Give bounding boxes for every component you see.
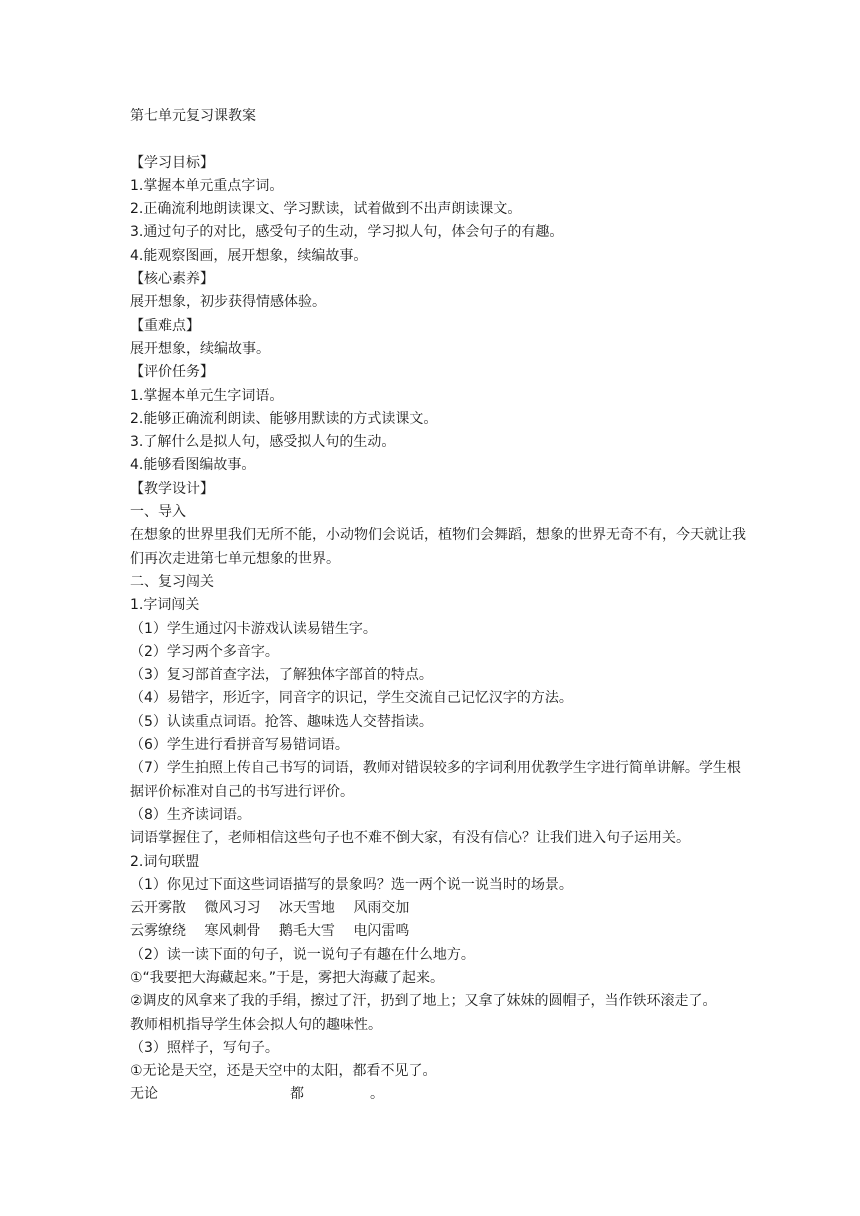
document-title: 第七单元复习课教案 (130, 108, 256, 124)
section-title: 一、导入 (130, 504, 186, 521)
question-item: （2）读一读下面的句子，说一说句子有趣在什么地方。 (130, 946, 475, 963)
objective-item: 1.掌握本单元重点字词。 (130, 177, 284, 194)
step-item: （2）学习两个多音字。 (130, 643, 279, 660)
design-heading: 【教学设计】 (130, 480, 214, 497)
step-item: （6）学生进行看拼音写易错词语。 (130, 737, 349, 754)
objective-item: 3.通过句子的对比，感受句子的生动，学习拟人句，体会句子的有趣。 (130, 224, 564, 241)
question-item: （3）照样子，写句子。 (130, 1039, 279, 1056)
eval-item: 2.能够正确流利朗读、能够用默读的方式读课文。 (130, 410, 438, 427)
step-item: （1）学生通过闪卡游戏认读易错生字。 (130, 620, 377, 637)
fill-word: 无论 (130, 1086, 158, 1103)
eval-item: 1.掌握本单元生字词语。 (130, 387, 284, 404)
eval-heading: 【评价任务】 (130, 364, 214, 381)
teacher-note: 教师相机指导学生体会拟人句的趣味性。 (130, 1016, 382, 1033)
section-title: 二、复习闯关 (130, 573, 214, 590)
core-heading: 【核心素养】 (130, 271, 214, 288)
lesson-plan-document (130, 105, 750, 1107)
step-item: （8）生齐读词语。 (130, 806, 251, 823)
example-sentence: ②调皮的风拿来了我的手绢，擦过了汗，扔到了地上；又拿了妹妹的圆帽子，当作铁环滚走了。 (130, 993, 717, 1010)
part-title: 2.词句联盟 (130, 853, 200, 870)
step-item: （4）易错字，形近字，同音字的识记，学生交流自己记忆汉字的方法。 (130, 690, 573, 707)
fill-in-blank-row (130, 1083, 750, 1106)
section-paragraph: 在想象的世界里我们无所不能，小动物们会说话，植物们会舞蹈，想象的世界无奇不有，今天就让我们再次走进第七单元想象的世界。 (130, 527, 746, 567)
step-item: （5）认读重点词语。抢答、趣味选人交替指读。 (130, 713, 433, 730)
step-item: （7）学生拍照上传自己书写的词语，教师对错误较多的字词利用优教学生字进行简单讲解。学生根据评价标准对自己的书写进行评价。 (130, 760, 741, 800)
core-text: 展开想象，初步获得情感体验。 (130, 294, 326, 311)
key-text: 展开想象，续编故事。 (130, 340, 270, 357)
blank-line (130, 128, 750, 151)
example-sentence: ①无论是天空，还是天空中的太阳，都看不见了。 (130, 1063, 437, 1080)
question-item: （1）你见过下面这些词语描写的景象吗？选一两个说一说当时的场景。 (130, 876, 573, 893)
objective-item: 4.能观察图画，展开想象，续编故事。 (130, 247, 368, 264)
objective-item: 2.正确流利地朗读课文、学习默读，试着做到不出声朗读课文。 (130, 201, 522, 218)
objectives-heading: 【学习目标】 (130, 154, 214, 171)
fill-word: 都 (290, 1086, 304, 1103)
key-heading: 【重难点】 (130, 317, 200, 334)
example-sentence: ①“我要把大海藏起来。”于是，雾把大海藏了起来。 (130, 969, 445, 986)
part-title: 1.字词闯关 (130, 597, 200, 614)
word-row: 云雾缭绕 寒风刺骨 鹅毛大雪 电闪雷鸣 (130, 923, 410, 940)
eval-item: 4.能够看图编故事。 (130, 457, 256, 474)
eval-item: 3.了解什么是拟人句，感受拟人句的生动。 (130, 434, 396, 451)
fill-end-mark: 。 (370, 1086, 384, 1103)
transition-text: 词语掌握住了，老师相信这些句子也不难不倒大家，有没有信心？让我们进入句子运用关。 (130, 830, 690, 847)
word-row: 云开雾散 微风习习 冰天雪地 风雨交加 (130, 900, 410, 917)
step-item: （3）复习部首查字法，了解独体字部首的特点。 (130, 667, 433, 684)
